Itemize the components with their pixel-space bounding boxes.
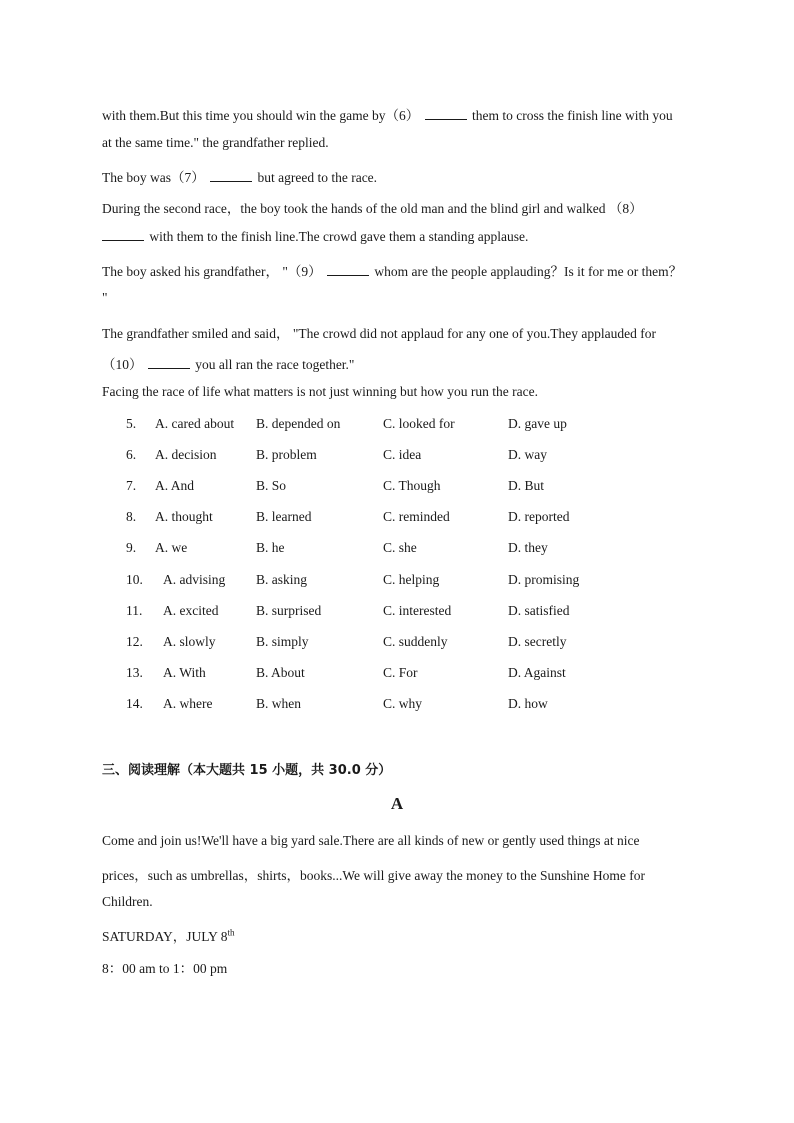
- question-number: 11.: [126, 602, 143, 618]
- option-a: A. thought: [155, 509, 213, 525]
- question-number: 8.: [126, 509, 137, 525]
- passage-line-5: [102, 228, 702, 245]
- text-segment: The boy asked his grandfather， "（9）: [102, 264, 322, 279]
- option-c: C. helping: [383, 571, 440, 587]
- text-segment: whom are the people applauding？Is it for me or them？: [374, 264, 683, 279]
- question-row: [0, 478, 794, 498]
- question-number: 14.: [126, 695, 143, 711]
- option-a: A. where: [163, 695, 213, 711]
- option-b: B. About: [256, 664, 305, 680]
- option-c: C. For: [383, 664, 418, 680]
- passage-line-6: [102, 260, 702, 280]
- option-c: C. looked for: [383, 416, 455, 431]
- option-c: C. she: [383, 540, 417, 556]
- passage-line-7: ": [102, 290, 108, 305]
- sale-date: [102, 925, 702, 945]
- passage-line-3: [102, 166, 702, 186]
- passage-line-10: Facing the race of life what matters is not just winning but how you run the race.: [102, 384, 539, 399]
- option-b: B. So: [256, 478, 287, 494]
- option-c: C. reminded: [383, 509, 450, 525]
- passage-line-9: [102, 353, 702, 373]
- option-c: C. interested: [383, 602, 452, 618]
- answer-blank-7: [210, 169, 252, 182]
- option-a: A. slowly: [163, 633, 216, 649]
- section-heading: 三、阅读理解（本大题共 15 小题，共 30.0 分）: [102, 763, 392, 778]
- option-c: C. Though: [383, 478, 441, 494]
- option-d: D. gave up: [508, 416, 567, 431]
- option-d: D. promising: [508, 571, 580, 587]
- date-text: SATURDAY，JULY 8: [102, 929, 228, 944]
- question-row: [0, 572, 794, 592]
- sale-time: 8：00 am to 1：00 pm: [102, 961, 228, 976]
- question-row: [0, 447, 794, 467]
- question-row: [0, 540, 794, 560]
- option-b: B. when: [256, 695, 301, 711]
- option-b: B. surprised: [256, 602, 322, 618]
- option-c: C. suddenly: [383, 633, 448, 649]
- option-d: D. secretly: [508, 633, 567, 649]
- passage-line-4: During the second race，the boy took the hands of the old man and the blind girl and walked （8）: [102, 201, 643, 216]
- reading-line-3: Children.: [102, 894, 153, 909]
- question-row: [0, 665, 794, 685]
- option-d: D. how: [508, 695, 548, 711]
- option-c: C. idea: [383, 447, 422, 463]
- text-segment: them to cross the finish line with you: [471, 108, 673, 123]
- passage-line-8: The grandfather smiled and said， "The crowd did not applaud for any one of you.They applauded for: [102, 326, 656, 341]
- question-number: 12.: [126, 633, 143, 649]
- option-c: C. why: [383, 695, 423, 711]
- question-number: 13.: [126, 664, 143, 680]
- question-number: 10.: [126, 571, 143, 587]
- option-a: A. excited: [163, 602, 219, 618]
- option-d: D. Against: [508, 664, 566, 680]
- option-a: A. advising: [163, 571, 226, 587]
- text-segment: you all ran the race together.": [195, 357, 355, 372]
- answer-blank-10: [148, 356, 190, 369]
- date-suffix: th: [227, 927, 235, 938]
- answer-blank-9: [327, 263, 369, 276]
- question-row: [0, 696, 794, 716]
- question-row: [0, 416, 794, 436]
- option-d: D. But: [508, 478, 545, 494]
- reading-line-1: Come and join us!We'll have a big yard sale.There are all kinds of new or gently used things at nice: [102, 833, 640, 848]
- question-number: 7.: [126, 478, 137, 494]
- text-segment: but agreed to the race.: [257, 170, 378, 185]
- option-a: A. we: [155, 540, 188, 556]
- option-b: B. learned: [256, 509, 312, 525]
- question-row: [0, 634, 794, 654]
- question-row: [0, 509, 794, 529]
- option-d: D. they: [508, 540, 548, 556]
- reading-line-2: prices，such as umbrellas，shirts，books...We will give away the money to the Sunshine Home for: [102, 868, 645, 883]
- option-d: D. satisfied: [508, 602, 570, 618]
- text-segment: （10）: [102, 357, 143, 372]
- text-segment: with them.But this time you should win the game by（6）: [102, 108, 420, 123]
- answer-blank-6: [425, 107, 467, 120]
- option-a: A. And: [155, 478, 195, 494]
- passage-line-2: at the same time." the grandfather replied.: [102, 135, 329, 150]
- question-number: 6.: [126, 447, 137, 463]
- passage-title: A: [390, 794, 404, 813]
- answer-blank-8: [102, 228, 144, 241]
- question-number: 9.: [126, 540, 137, 556]
- option-d: D. way: [508, 447, 547, 463]
- option-b: B. asking: [256, 571, 308, 587]
- option-a: A. cared about: [155, 416, 235, 431]
- option-b: B. simply: [256, 633, 309, 649]
- text-segment: The boy was（7）: [102, 170, 205, 185]
- option-b: B. he: [256, 540, 285, 556]
- question-row: [0, 603, 794, 623]
- option-a: A. decision: [155, 447, 217, 463]
- option-b: B. depended on: [256, 416, 341, 431]
- question-number: 5.: [126, 416, 137, 431]
- option-d: D. reported: [508, 509, 570, 525]
- text-segment: with them to the finish line.The crowd gave them a standing applause.: [149, 229, 529, 244]
- option-a: A. With: [163, 664, 206, 680]
- passage-line-1: [102, 104, 702, 124]
- option-b: B. problem: [256, 447, 317, 463]
